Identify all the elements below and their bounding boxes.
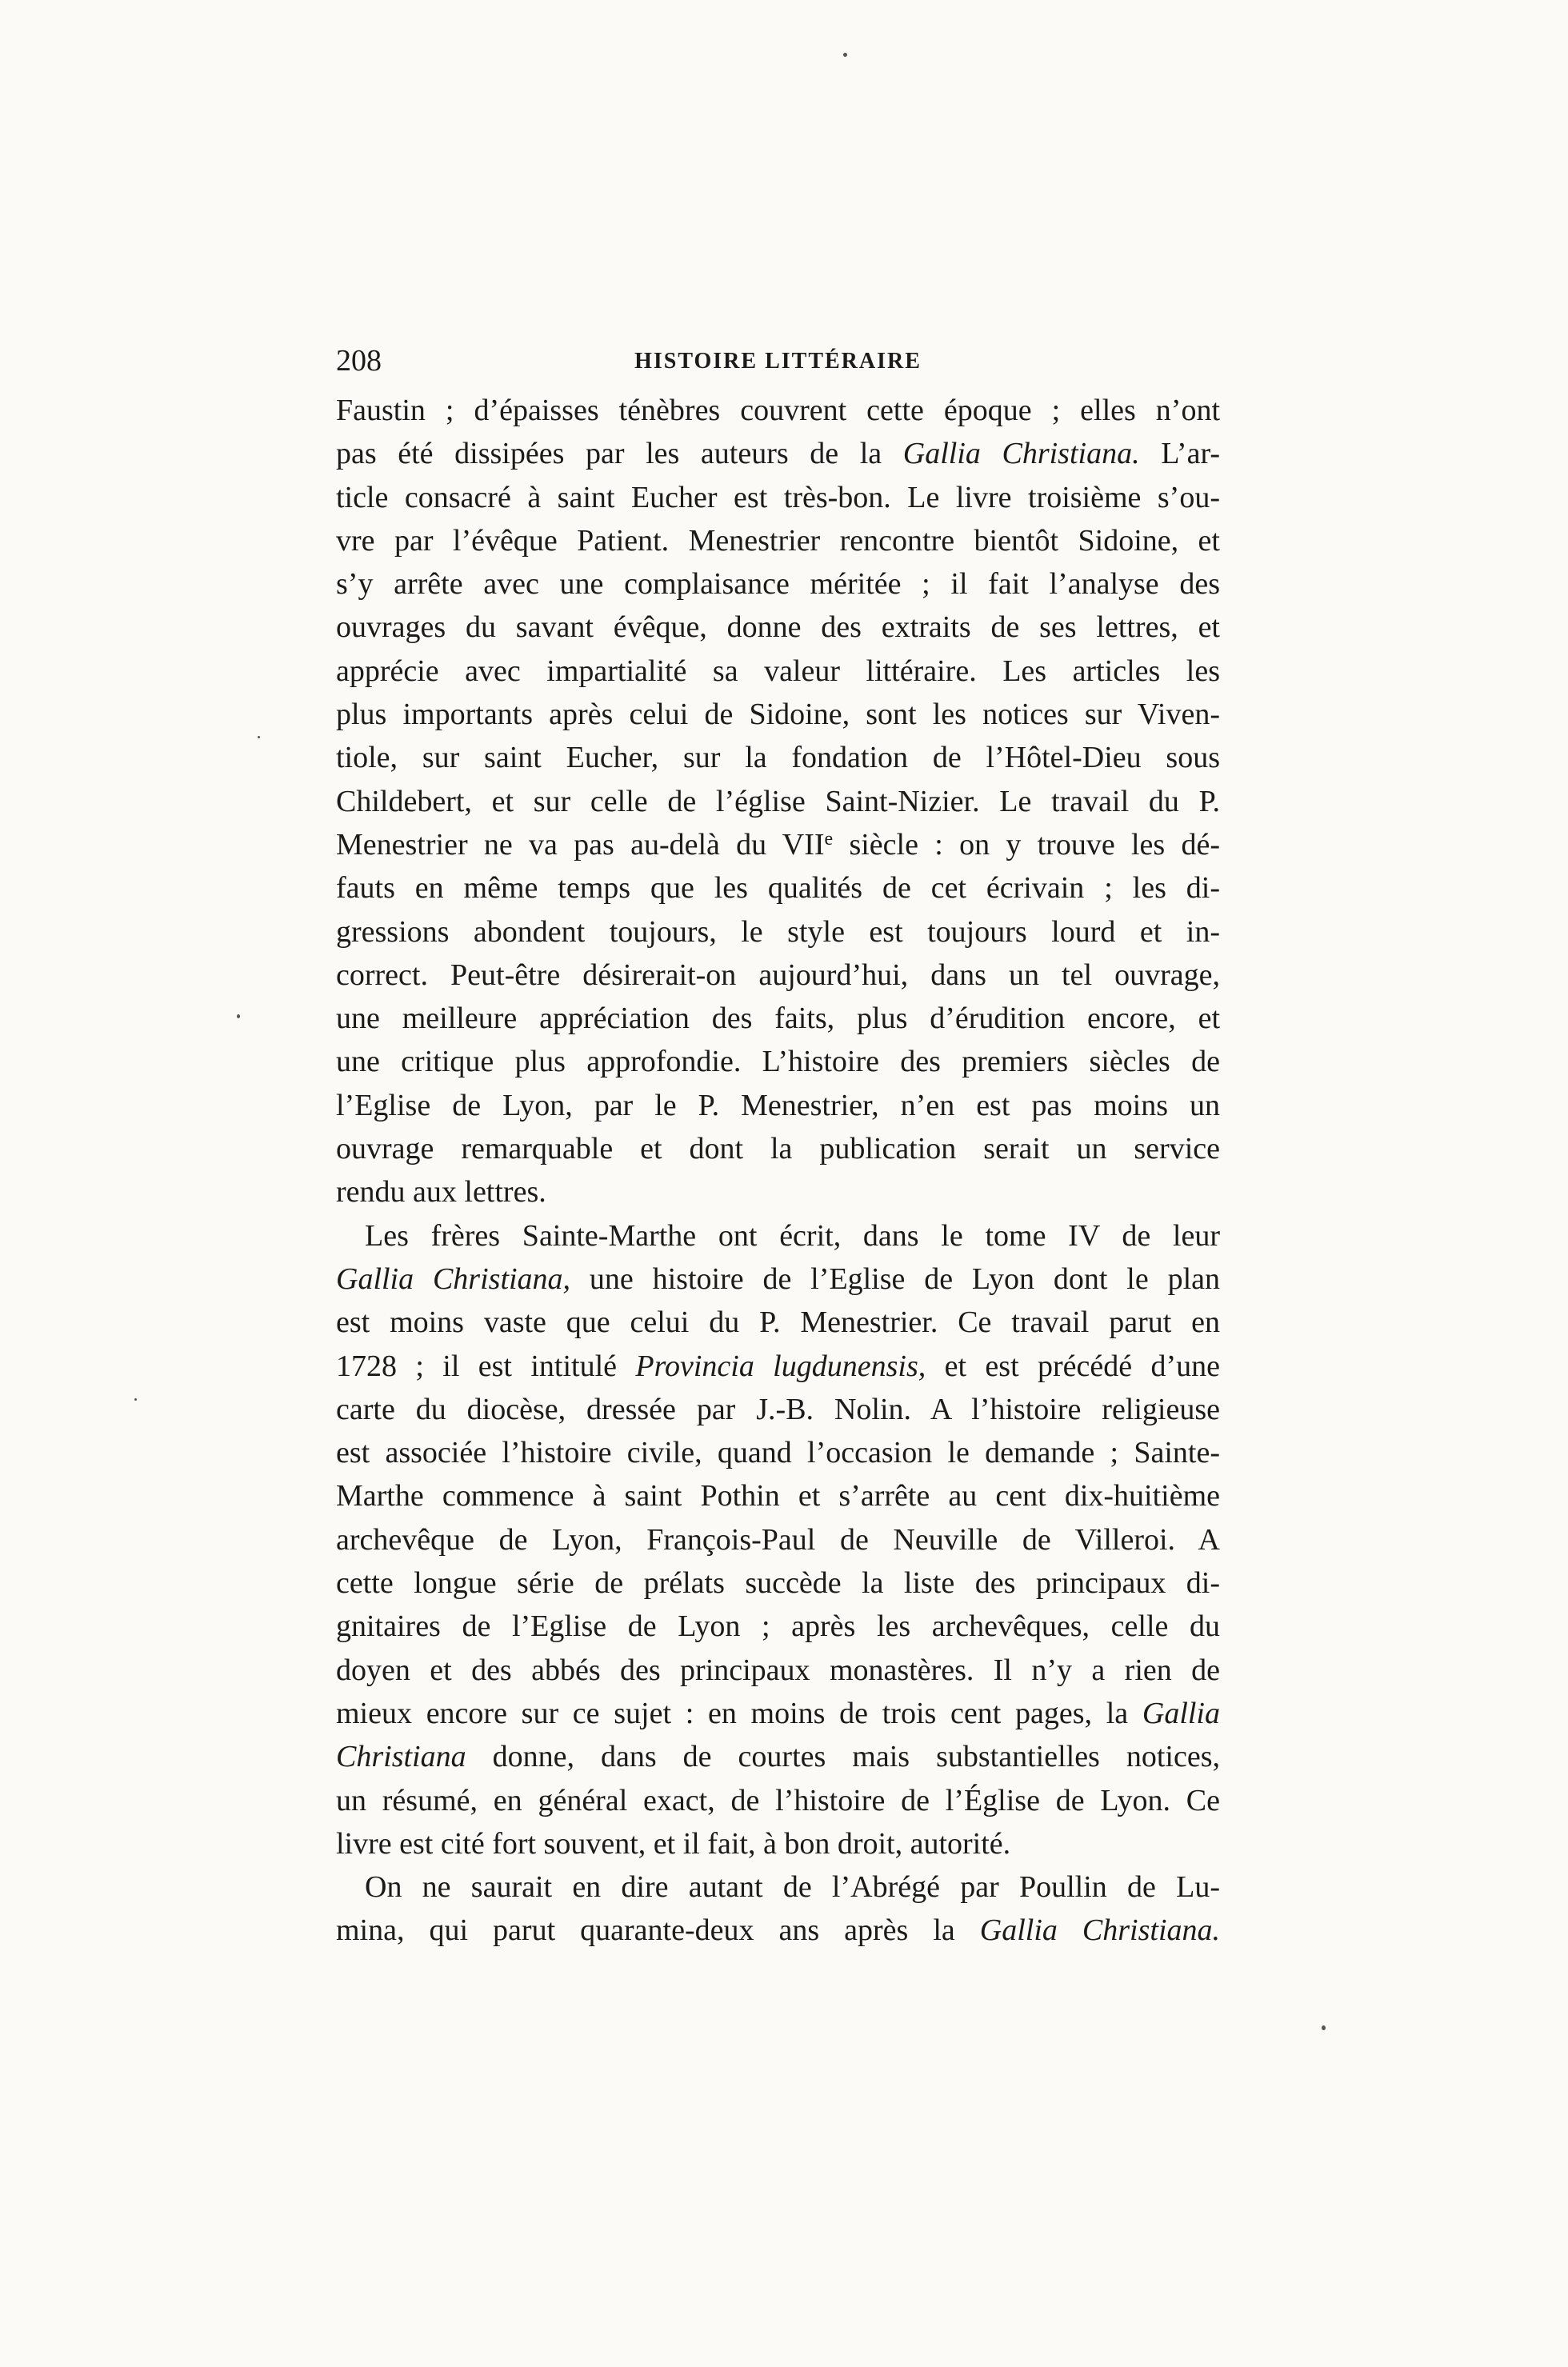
text-line — [336, 910, 1220, 954]
text-line — [336, 1345, 1220, 1388]
text-run: gnitaires de l’Eglise de Lyon ; après les archevêques, celle du — [336, 1609, 1220, 1644]
text-run: l’Eglise de Lyon, par le P. Menestrier, n’en est pas moins un — [336, 1088, 1220, 1122]
text-run: vre par l’évêque Patient. Menestrier rencontre bientôt Sidoine, et — [336, 523, 1220, 558]
text-run: doyen et des abbés des principaux monastères. Il n’y a rien de — [336, 1653, 1220, 1687]
text-run: Menestrier ne va pas au-delà du VII — [336, 827, 825, 862]
text-line — [336, 1474, 1220, 1517]
text-run: est moins vaste que celui du P. Menestrier. Ce travail parut en — [336, 1305, 1220, 1340]
text-run: ticle consacré à saint Eucher est très-bon. Le livre troisième s’ou- — [336, 480, 1220, 514]
page-header — [336, 342, 1220, 379]
text-line — [336, 1431, 1220, 1474]
text-line — [336, 1735, 1220, 1778]
text-line — [336, 1040, 1220, 1083]
page-number: 208 — [336, 344, 382, 378]
text-run: correct. Peut-être désirerait-on aujourd’hui, dans un tel ouvrage, — [336, 958, 1220, 992]
text-line — [336, 1649, 1220, 1692]
text-run: Faustin ; d’épaisses ténèbres couvrent cette époque ; elles n’ont — [336, 394, 1220, 427]
paper-speck — [258, 736, 260, 738]
text-run: Provincia lugdunensis, — [635, 1349, 926, 1383]
text-run: plus importants après celui de Sidoine, sont les notices sur Viven- — [336, 698, 1220, 732]
text-run: Marthe commence à saint Pothin et s’arrête au cent dix-huitième — [336, 1479, 1220, 1513]
text-run: On ne saurait en dire autant de l’Abrégé par Poullin de Lu- — [365, 1870, 1220, 1905]
text-run: gressions abondent toujours, le style est toujours lourd et in- — [336, 914, 1220, 949]
text-run: Gallia Christiana, — [336, 1261, 571, 1296]
paper-speck — [134, 1398, 137, 1401]
text-run: cette longue série de prélats succède la liste des principaux di- — [336, 1566, 1220, 1601]
text-run: tiole, sur saint Eucher, sur la fondation de l’Hôtel-Dieu sous — [336, 741, 1220, 775]
text-line — [336, 1605, 1220, 1648]
text-line — [336, 823, 1220, 866]
paragraph — [336, 1214, 1220, 1865]
text-line — [336, 1561, 1220, 1605]
text-run: mieux encore sur ce sujet : en moins de trois cent pages, la — [336, 1696, 1142, 1730]
paper-speck — [1322, 2025, 1326, 2030]
text-line — [336, 432, 1220, 475]
text-line — [336, 1518, 1220, 1561]
text-line — [336, 1692, 1220, 1735]
text-line — [336, 476, 1220, 519]
text-run: pas été dissipées par les auteurs de la — [336, 437, 903, 471]
text-line — [336, 562, 1220, 606]
text-line — [336, 736, 1220, 779]
running-title: HISTOIRE LITTÉRAIRE — [634, 349, 922, 374]
text-run: et est précédé d’une — [926, 1349, 1220, 1383]
text-line — [336, 780, 1220, 823]
text-run: une critique plus approfondie. L’histoire des premiers siècles de — [336, 1045, 1220, 1079]
paragraph — [336, 1865, 1220, 1953]
text-run: 1728 ; il est intitulé — [336, 1349, 636, 1383]
text-run: ouvrages du savant évêque, donne des extraits de ses lettres, et — [336, 610, 1220, 645]
body-text — [336, 389, 1220, 1953]
text-line — [336, 997, 1220, 1040]
text-run: Les frères Sainte-Marthe ont écrit, dans le tome IV de leur — [365, 1218, 1220, 1253]
text-run: est associée l’histoire civile, quand l’occasion le demande ; Sainte- — [336, 1436, 1220, 1470]
text-line — [336, 1388, 1220, 1431]
text-run: une histoire de l’Eglise de Lyon dont le plan — [570, 1261, 1220, 1296]
text-line — [336, 650, 1220, 693]
text-line — [336, 1779, 1220, 1822]
paper-speck — [237, 1014, 240, 1018]
text-run: Gallia Christiana. — [902, 437, 1140, 471]
text-run: e — [824, 828, 834, 850]
text-run: archevêque de Lyon, François-Paul de Neuville de Villeroi. A — [336, 1522, 1220, 1557]
text-line — [336, 1127, 1220, 1170]
text-line — [336, 866, 1220, 910]
text-run: donne, dans de courtes mais substantielles notices, — [466, 1740, 1220, 1774]
text-run: s’y arrête avec une complaisance méritée ; il fait l’analyse des — [336, 567, 1220, 602]
text-run: livre est cité fort souvent, et il fait, à bon droit, autorité. — [336, 1826, 1011, 1861]
text-line — [336, 693, 1220, 736]
text-run: rendu aux lettres. — [336, 1175, 546, 1209]
text-run: un résumé, en général exact, de l’histoire de l’Église de Lyon. Ce — [336, 1783, 1220, 1817]
text-line — [336, 1909, 1220, 1952]
text-line — [336, 1865, 1220, 1909]
text-run: apprécie avec impartialité sa valeur littéraire. Les articles les — [336, 654, 1220, 688]
text-run: siècle : on y trouve les dé- — [833, 827, 1220, 862]
text-run: carte du diocèse, dressée par J.-B. Nolin. A l’histoire religieuse — [336, 1392, 1220, 1426]
text-line — [336, 1170, 1220, 1213]
text-line — [336, 1257, 1220, 1301]
text-run: Gallia — [1142, 1696, 1220, 1730]
text-run: Childebert, et sur celle de l’église Saint-Nizier. Le travail du P. — [336, 784, 1220, 818]
text-line — [336, 606, 1220, 649]
text-line — [336, 1822, 1220, 1865]
text-line — [336, 954, 1220, 997]
paragraph — [336, 389, 1220, 1214]
text-line — [336, 1214, 1220, 1257]
text-run: Christiana — [336, 1740, 466, 1774]
text-line — [336, 389, 1220, 432]
text-run: Gallia Christiana. — [979, 1913, 1221, 1948]
text-line — [336, 519, 1220, 562]
paper-speck — [843, 53, 847, 57]
text-run: ouvrage remarquable et dont la publication serait un service — [336, 1132, 1220, 1166]
text-line — [336, 1301, 1220, 1344]
text-run: fauts en même temps que les qualités de cet écrivain ; les di- — [336, 871, 1220, 906]
text-run: L’ar- — [1139, 437, 1220, 471]
text-run: mina, qui parut quarante-deux ans après la — [336, 1913, 980, 1948]
text-run: une meilleure appréciation des faits, plus d’érudition encore, et — [336, 1002, 1220, 1036]
text-line — [336, 1084, 1220, 1127]
